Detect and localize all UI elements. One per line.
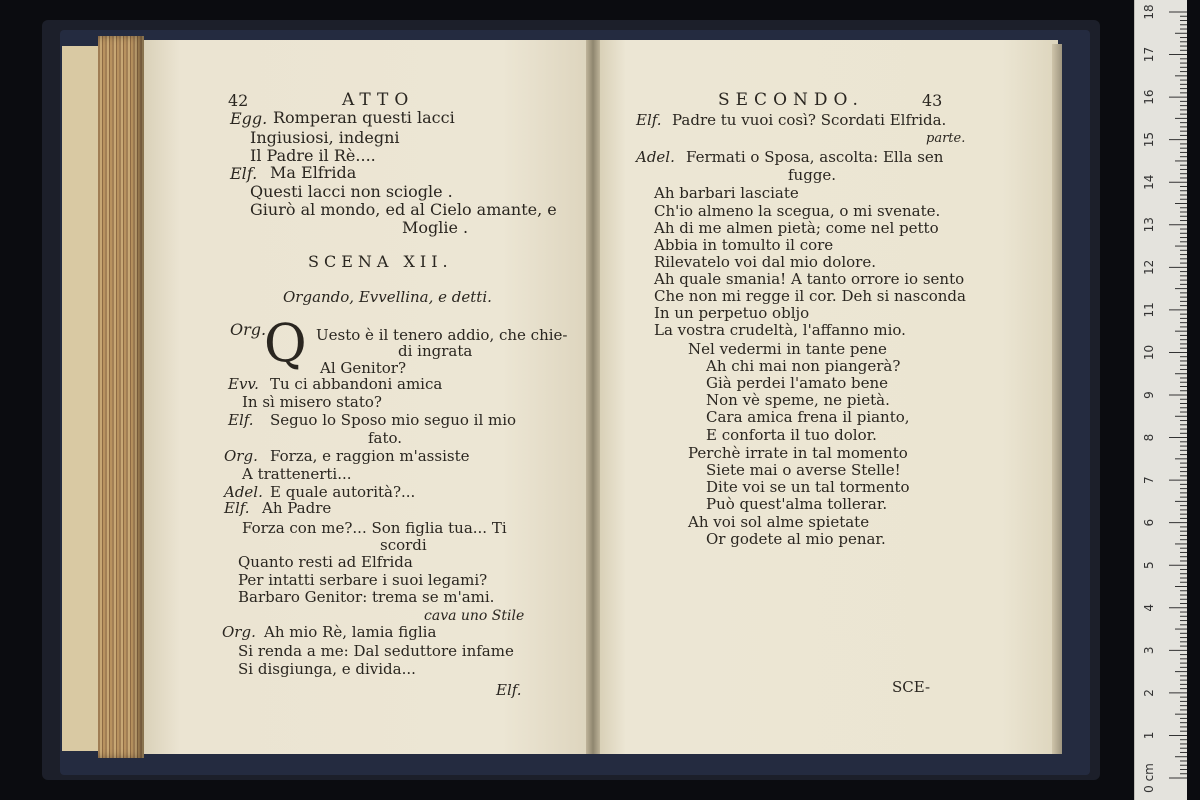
- drop-cap: Q: [264, 314, 307, 374]
- speaker-label: Elf.: [228, 411, 254, 429]
- verse-line: La vostra crudeltà, l'affanno mio.: [654, 321, 906, 339]
- verse-line: Non vè speme, ne pietà.: [706, 391, 890, 409]
- verse-line: Per intatti serbare i suoi legami?: [238, 571, 488, 589]
- right-running-head: SECONDO.: [718, 90, 864, 110]
- verse-line: Tu ci abbandoni amica: [270, 375, 443, 393]
- verse-line: Cara amica frena il pianto,: [706, 408, 910, 426]
- page-edges: [98, 36, 144, 758]
- verse-line: Uesto è il tenero addio, che chie-: [316, 326, 568, 344]
- ruler-number: 1: [1142, 731, 1156, 740]
- verse-line: Abbia in tomulto il core: [654, 236, 834, 254]
- stage-direction: cava uno Stile: [424, 608, 525, 624]
- speaker-label: Adel.: [636, 148, 675, 166]
- speaker-label: Elf.: [224, 499, 250, 517]
- ruler-number: 11: [1142, 302, 1156, 318]
- verse-line: Dite voi se un tal tormento: [706, 478, 910, 496]
- verse-line: Romperan questi lacci: [273, 108, 455, 127]
- verse-line: Perchè irrate in tal momento: [688, 444, 908, 462]
- verse-line: Che non mi regge il cor. Deh si nasconda: [654, 287, 966, 305]
- ruler-number: 7: [1142, 476, 1156, 484]
- measuring-ruler: [1134, 0, 1187, 800]
- speaker-label: Org.: [222, 623, 256, 641]
- speaker-label: Org.: [224, 447, 258, 465]
- verse-line: fato.: [368, 429, 403, 447]
- verse-line: Fermati o Sposa, ascolta: Ella sen: [686, 148, 944, 166]
- ruler-number: 15: [1142, 132, 1156, 148]
- ruler-number: 18: [1142, 4, 1156, 20]
- verse-line: Già perdei l'amato bene: [706, 374, 889, 392]
- verse-line: Al Genitor?: [320, 359, 406, 377]
- ruler-number: 8: [1142, 433, 1156, 442]
- left-page-number: 42: [228, 91, 249, 110]
- verse-line: Giurò al mondo, ed al Cielo amante, e: [250, 200, 557, 219]
- verse-line: Ah barbari lasciate: [654, 184, 799, 202]
- verse-line: Ah di me almen pietà; come nel petto: [654, 219, 939, 237]
- verse-line: Ah quale smania! A tanto orrore io sento: [654, 270, 965, 288]
- verse-line: Nel vedermi in tante pene: [688, 340, 887, 358]
- verse-line: Quanto resti ad Elfrida: [238, 553, 413, 571]
- verse-line: A trattenerti...: [242, 465, 352, 483]
- verse-line: In un perpetuo obljo: [654, 304, 810, 322]
- ruler-number: 13: [1142, 217, 1156, 233]
- ruler-number: 10: [1142, 344, 1156, 361]
- verse-line: Ah chi mai non piangerà?: [706, 357, 901, 375]
- speaker-label: Adel.: [224, 483, 263, 501]
- speaker-label: Elf.: [636, 111, 662, 129]
- verse-line: Il Padre il Rè....: [250, 146, 376, 165]
- ruler-ticks: [1135, 0, 1187, 800]
- scene-cast: Orgando, Evvellina, e detti.: [283, 288, 492, 306]
- ruler-number: 17: [1142, 46, 1156, 63]
- verse-line: Ah voi sol alme spietate: [688, 513, 870, 531]
- verse-line: Seguo lo Sposo mio seguo il mio: [270, 411, 517, 429]
- cream-card: [62, 46, 102, 751]
- speaker-label: Evv.: [228, 375, 259, 393]
- verse-line: Rilevatelo voi dal mio dolore.: [654, 253, 876, 271]
- ruler-number: 14: [1142, 174, 1156, 190]
- verse-line: Or godete al mio penar.: [706, 530, 886, 548]
- ruler-number: 12: [1142, 259, 1156, 275]
- ruler-number: 2: [1142, 689, 1156, 697]
- speaker-label: Elf.: [230, 164, 258, 183]
- verse-line: Questi lacci non sciogle .: [250, 182, 453, 201]
- ruler-number: 5: [1142, 561, 1156, 570]
- ruler-number: 0 cm: [1142, 763, 1156, 793]
- verse-line: Ch'io almeno la scegua, o mi svenate.: [654, 202, 941, 220]
- ruler-number: 4: [1142, 603, 1156, 612]
- catchword: Elf.: [496, 681, 522, 699]
- verse-line: E quale autorità?...: [270, 483, 416, 501]
- verse-line: E conforta il tuo dolor.: [706, 426, 877, 444]
- verse-line: Padre tu vuoi così? Scordati Elfrida.: [672, 111, 947, 129]
- verse-line: Ah mio Rè, lamia figlia: [264, 623, 437, 641]
- verse-line: Siete mai o averse Stelle!: [706, 461, 901, 479]
- verse-line: scordi: [380, 536, 427, 554]
- stage-direction: parte.: [926, 131, 966, 146]
- verse-line: fugge.: [788, 166, 837, 184]
- ruler-number: 6: [1142, 518, 1156, 527]
- verse-line: Barbaro Genitor: trema se m'ami.: [238, 588, 495, 606]
- verse-line: Può quest'alma tollerar.: [706, 495, 888, 513]
- catchword: SCE-: [892, 678, 931, 696]
- ruler-number: 16: [1142, 89, 1156, 105]
- left-running-head: ATTO: [342, 90, 415, 110]
- verse-line: Ma Elfrida: [270, 163, 357, 182]
- verse-line: Si disgiunga, e divida...: [238, 660, 416, 678]
- verse-line: Ingiusiosi, indegni: [250, 128, 400, 147]
- verse-line: Ah Padre: [262, 499, 332, 517]
- ruler-number: 3: [1142, 646, 1156, 655]
- speaker-label: Egg.: [230, 109, 268, 128]
- verse-line: In sì misero stato?: [242, 393, 382, 411]
- verse-line: Si renda a me: Dal seduttore infame: [238, 642, 514, 660]
- right-page-edge: [1052, 44, 1062, 754]
- verse-line: Forza, e raggion m'assiste: [270, 447, 470, 465]
- speaker-label: Org.: [230, 320, 267, 339]
- book-gutter: [586, 40, 600, 754]
- verse-line: di ingrata: [398, 342, 473, 360]
- scene-title: SCENA XII.: [308, 252, 453, 271]
- ruler-number: 9: [1142, 391, 1156, 399]
- right-page-number: 43: [922, 91, 943, 110]
- verse-line: Moglie .: [402, 218, 469, 237]
- verse-line: Forza con me?... Son figlia tua... Ti: [242, 519, 507, 537]
